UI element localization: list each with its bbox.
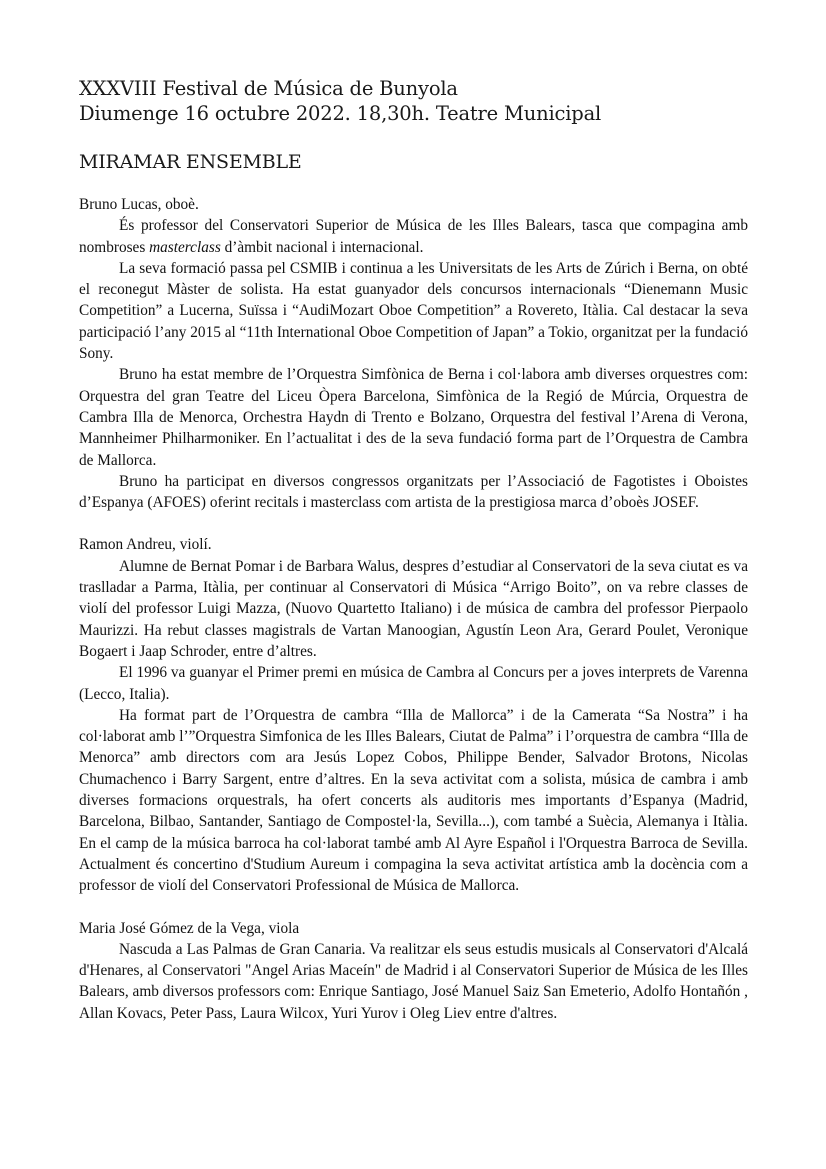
bio-paragraph: Bruno ha estat membre de l’Orquestra Simfònica de Berna i col·labora amb diverses orquestres com: Orquestra del gran Teatre del Liceu Òpera Barcelona, Simfònica de la Regió de Múrcia, Orquestra de Cambra Illa de Menorca, Orchestra Haydn di Trento e Bolzano, Orquestra del festival l’Arena di Verona, Mannheimer Philharmoniker. En l’actualitat i des de la seva fundació forma part de l’Orquestra de Cambra de Mallorca. <box>79 366 748 469</box>
bio-paragraph: Alumne de Bernat Pomar i de Barbara Walus, despres d’estudiar al Conservatori de la seva ciutat es va traslladar a Parma, Itàlia, per continuar al Conservatori di Música “Arrigo Boito”, on va rebre classes de violí del professor Luigi Mazza, (Nuovo Quartetto Italiano) i de música de cambra del professor Pierpaolo Maurizzi. Ha rebut classes magistrals de Vartan Manoogian, Agustín Leon Ara, Gerard Poulet, Veronique Bogaert i Jaap Schroder, entre d’altres. <box>79 557 748 660</box>
bio-paragraph: La seva formació passa pel CSMIB i continua a les Universitats de les Arts de Zúrich i Berna, on obté el reconegut Màster de solista. Ha estat guanyador dels concursos internacionals “Dienemann Music Competition” a Lucerna, Suïssa i “AudiMozart Oboe Competition” a Rovereto, Itàlia. Cal destacar la seva participació l’any 2015 al “11th International Oboe Competition of Japan” a Tokio, organitzat per la fundació Sony. <box>79 259 748 363</box>
ensemble-title: MIRAMAR ENSEMBLE <box>79 151 302 173</box>
musician-name: Maria José Gómez de la Vega, viola <box>79 919 300 937</box>
bio-paragraph: Nascuda a Las Palmas de Gran Canaria. Va realitzar els seus estudis musicals al Conservatori d'Alcalá d'Henares, al Conservatori "Angel Arias Maceín" de Madrid i al Conservatori Superior de Música de les Illes Balears, amb diversos professors com: Enrique Santiago, José Manuel Saiz San Emeterio, Adolfo Hontañón , Allan Kovacs, Peter Pass, Laura Wilcox, Yuri Yurov i Oleg Liev entre d'altres. <box>79 940 748 1022</box>
festival-title: XXXVIII Festival de Música de Bunyola <box>79 77 458 100</box>
bio-paragraph: És professor del Conservatori Superior de Música de les Illes Balears, tasca que compagina amb nombroses masterclass d’àmbit nacional i internacional. <box>79 217 748 256</box>
biographies <box>79 194 748 1045</box>
musician-name: Bruno Lucas, oboè. <box>79 196 199 213</box>
event-date-venue: Diumenge 16 octubre 2022. 18,30h. Teatre Municipal <box>79 102 602 125</box>
musician-bio <box>79 194 748 513</box>
bio-paragraph: Bruno ha participat en diversos congressos organitzats per l’Associació de Fagotistes i Oboistes d’Espanya (AFOES) oferint recitals i masterclass com artista de la prestigiosa marca d’oboès JOSEF. <box>79 472 748 512</box>
musician-bio <box>79 534 748 896</box>
emphasis-text: masterclass <box>149 238 221 256</box>
bio-paragraph: Ha format part de l’Orquestra de cambra “Illa de Mallorca” i de la Camerata “Sa Nostra” i ha col·laborat amb l’”Orquestra Simfonica de les Illes Balears, Ciutat de Palma” i l’orquestra de cambra “Illa de Menorca” amb directors com ara Jesús Lopez Cobos, Philippe Bender, Salvador Brotons, Nicolas Chumachenco i Barry Sargent, entre d’altres. En la seva activitat com a solista, música de cambra i amb diverses formacions orquestrals, ha ofert concerts als auditoris mes importants d’Espanya (Madrid, Barcelona, Bilbao, Santander, Santiago de Compostel·la, Sevilla...), com també a Suècia, Alemanya i Itàlia. En el camp de la música barroca ha col·laborat també amb Al Ayre Español i l'Orquestra Barroca de Sevilla. Actualment és concertino d'Studium Aureum i compagina la seva activitat artística amb la docència com a professor de violí del Conservatori Professional de Música de Mallorca. <box>79 706 748 895</box>
musician-bio <box>79 918 748 1024</box>
festival-header <box>79 76 601 126</box>
bio-paragraph: El 1996 va guanyar el Primer premi en música de Cambra al Concurs per a joves interprets de Varenna (Lecco, Italia). <box>79 664 748 703</box>
musician-name: Ramon Andreu, violí. <box>79 536 212 554</box>
